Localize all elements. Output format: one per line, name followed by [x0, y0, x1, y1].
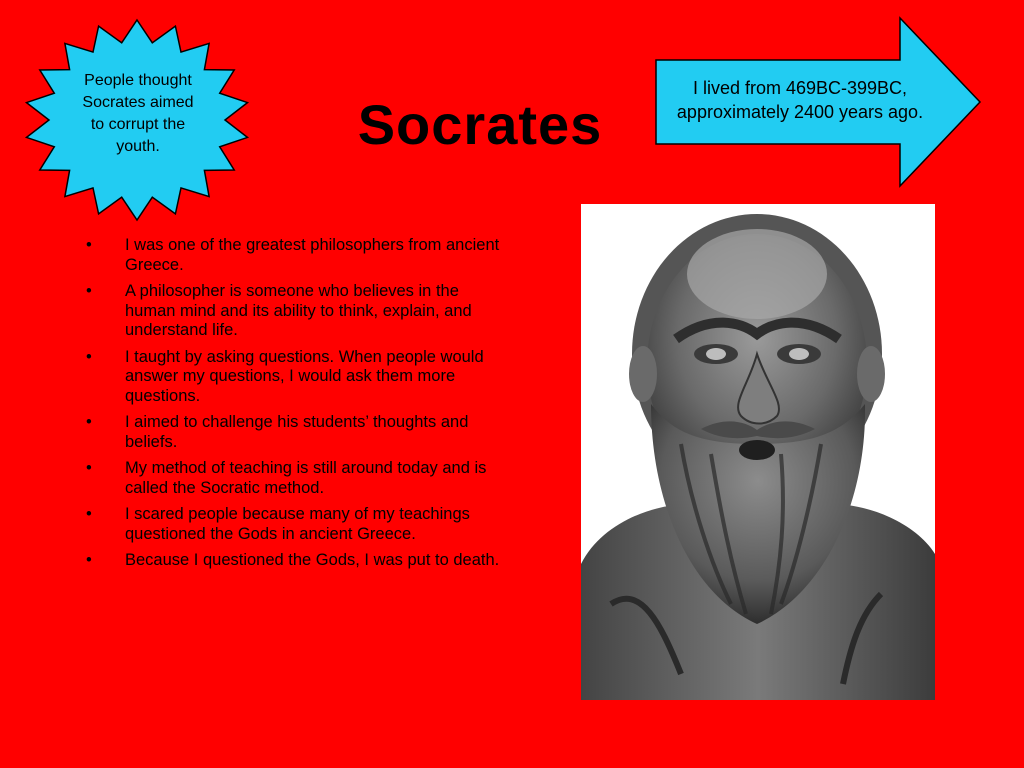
bullet-list	[84, 236, 500, 578]
list-item	[84, 459, 500, 498]
arrow-text: I lived from 469BC-399BC, approximately 2400 years ago.	[676, 78, 924, 122]
bullet-icon: •	[86, 551, 92, 569]
list-item	[84, 236, 500, 275]
bullet-icon: •	[86, 236, 92, 254]
bullet-text: My method of teaching is still around today and is called the Socratic method.	[125, 459, 487, 497]
bullet-icon: •	[86, 505, 92, 523]
starburst-text: People thought Socrates aimed to corrupt the youth.	[82, 72, 194, 155]
bullet-text: A philosopher is someone who believes in the human mind and its ability to think, explain, and understand life.	[125, 282, 472, 339]
list-item	[84, 505, 500, 544]
bullet-icon: •	[86, 282, 92, 300]
bullet-text: I scared people because many of my teachings questioned the Gods in ancient Greece.	[125, 505, 470, 543]
socrates-bust-image	[581, 204, 935, 700]
bullet-text: I was one of the greatest philosophers from ancient Greece.	[125, 236, 500, 274]
bullet-text: I taught by asking questions. When people would answer my questions, I would ask them more questions.	[125, 347, 484, 405]
list-item	[84, 348, 500, 407]
list-item	[84, 413, 500, 452]
list-item	[84, 282, 500, 341]
arrow-callout	[652, 16, 984, 188]
starburst-callout	[22, 18, 252, 223]
slide-title: Socrates	[357, 93, 603, 156]
bullet-icon: •	[86, 459, 92, 477]
bullet-text: I aimed to challenge his students’ thoughts and beliefs.	[125, 413, 469, 451]
bullet-icon: •	[86, 413, 92, 431]
list-item	[84, 551, 500, 571]
bullet-text: Because I questioned the Gods, I was put to death.	[125, 551, 500, 569]
bullet-icon: •	[86, 347, 92, 366]
socrates-portrait	[581, 204, 935, 700]
